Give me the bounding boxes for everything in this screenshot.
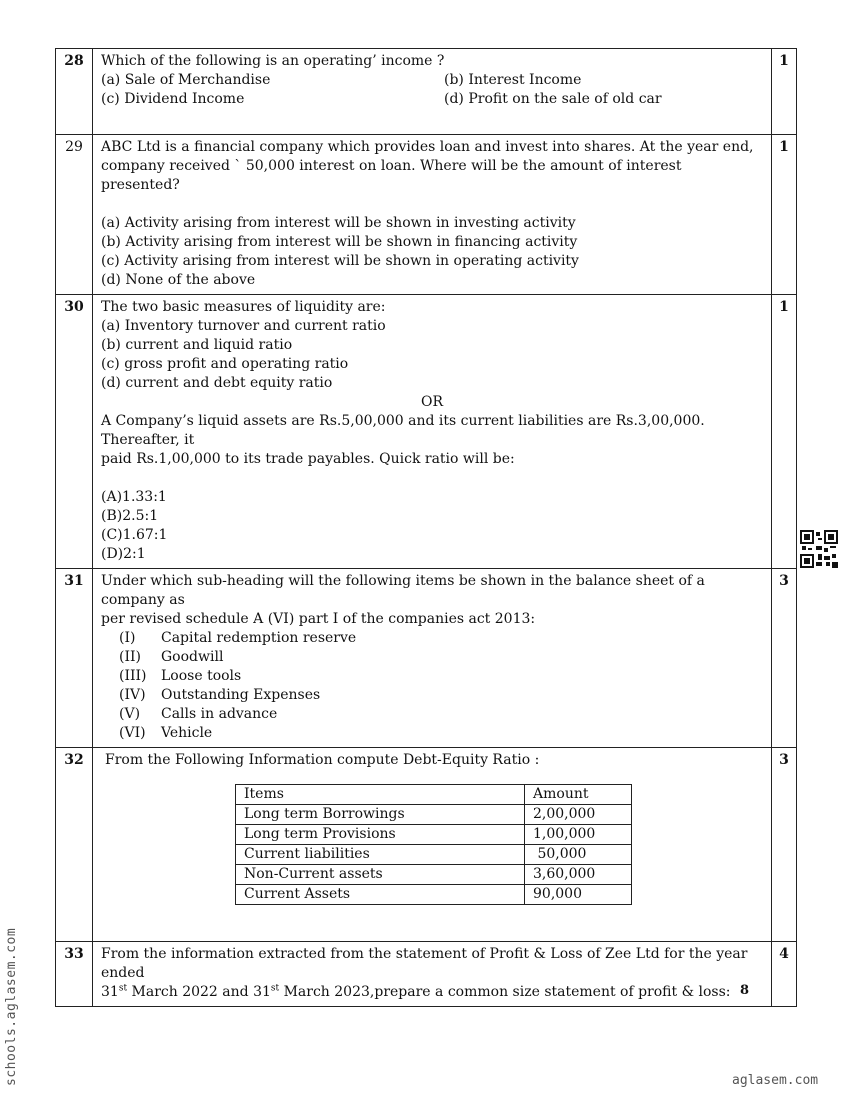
table-header-row bbox=[236, 785, 632, 805]
table-header: Amount bbox=[525, 785, 632, 805]
question-row-29 bbox=[56, 135, 797, 295]
table-row bbox=[236, 825, 632, 845]
question-body bbox=[93, 748, 772, 942]
side-watermark: schools.aglasem.com bbox=[4, 927, 19, 1086]
table-cell: 3,60,000 bbox=[525, 865, 632, 885]
question-text-line: 31st March 2022 and 31st March 2023,prepare a common size statement of profit & loss: bbox=[101, 983, 731, 1000]
marks: 1 bbox=[772, 295, 797, 569]
question-row-30 bbox=[56, 295, 797, 569]
list-item: (VI) Vehicle bbox=[119, 725, 213, 741]
question-number: 33 bbox=[56, 942, 93, 1007]
question-row-31 bbox=[56, 569, 797, 748]
table-cell: Long term Borrowings bbox=[236, 805, 525, 825]
option-d: (d) current and debt equity ratio bbox=[101, 375, 333, 391]
question-body bbox=[93, 49, 772, 135]
table-row bbox=[236, 865, 632, 885]
question-number: 28 bbox=[56, 49, 93, 135]
list-item: (III) Loose tools bbox=[119, 668, 242, 684]
table-row bbox=[236, 845, 632, 865]
option-c: (c) Dividend Income bbox=[101, 91, 245, 107]
question-body bbox=[93, 569, 772, 748]
question-text-line: Under which sub-heading will the following items be shown in the balance sheet of a company as bbox=[101, 573, 705, 608]
qr-code-icon bbox=[800, 530, 838, 568]
table-cell: Current Assets bbox=[236, 885, 525, 905]
question-text: Which of the following is an operating’ income ? bbox=[101, 53, 445, 69]
question-text-line: From the information extracted from the statement of Profit & Loss of Zee Ltd for the year ended bbox=[101, 946, 748, 981]
table-row bbox=[236, 805, 632, 825]
list-item: (II) Goodwill bbox=[119, 649, 224, 665]
table-header: Items bbox=[236, 785, 525, 805]
option-d: (d) Profit on the sale of old car bbox=[444, 91, 662, 107]
table-cell: 2,00,000 bbox=[525, 805, 632, 825]
question-row-32 bbox=[56, 748, 797, 942]
marks: 1 bbox=[772, 135, 797, 295]
table-cell: Non-Current assets bbox=[236, 865, 525, 885]
question-body bbox=[93, 295, 772, 569]
list-item: (I) Capital redemption reserve bbox=[119, 630, 357, 646]
alt-question-line: paid Rs.1,00,000 to its trade payables. Quick ratio will be: bbox=[101, 451, 515, 467]
marks: 4 bbox=[772, 942, 797, 1007]
question-text-line: company received ` 50,000 interest on loan. Where will be the amount of interest presented? bbox=[101, 158, 682, 193]
option-b: (b) Activity arising from interest will be shown in financing activity bbox=[101, 234, 578, 250]
page-number: 8 bbox=[740, 983, 750, 998]
table-cell: 1,00,000 bbox=[525, 825, 632, 845]
option-a: (a) Activity arising from interest will be shown in investing activity bbox=[101, 215, 576, 231]
marks: 1 bbox=[772, 49, 797, 135]
question-text: From the Following Information compute Debt-Equity Ratio : bbox=[105, 752, 540, 768]
question-row-33 bbox=[56, 942, 797, 1007]
question-text: The two basic measures of liquidity are: bbox=[101, 299, 386, 315]
option-c: (c) Activity arising from interest will be shown in operating activity bbox=[101, 253, 579, 269]
option-b: (b) Interest Income bbox=[444, 72, 582, 88]
options-row bbox=[101, 71, 763, 90]
list-item: (V) Calls in advance bbox=[119, 706, 278, 722]
question-table bbox=[55, 48, 797, 1007]
question-text-line: per revised schedule A (VI) part I of the companies act 2013: bbox=[101, 611, 536, 627]
list-item: (IV) Outstanding Expenses bbox=[119, 687, 321, 703]
alt-option-c: (C)1.67:1 bbox=[101, 527, 168, 543]
question-body bbox=[93, 135, 772, 295]
marks: 3 bbox=[772, 569, 797, 748]
footer-watermark: aglasem.com bbox=[732, 1073, 819, 1088]
table-cell: Long term Provisions bbox=[236, 825, 525, 845]
option-d: (d) None of the above bbox=[101, 272, 256, 288]
option-b: (b) current and liquid ratio bbox=[101, 337, 293, 353]
alt-option-d: (D)2:1 bbox=[101, 546, 146, 562]
option-a: (a) Sale of Merchandise bbox=[101, 72, 271, 88]
options-row bbox=[101, 90, 763, 109]
table-cell: Current liabilities bbox=[236, 845, 525, 865]
alt-option-a: (A)1.33:1 bbox=[101, 489, 167, 505]
table-cell: 50,000 bbox=[525, 845, 632, 865]
option-a: (a) Inventory turnover and current ratio bbox=[101, 318, 386, 334]
question-text-line: ABC Ltd is a financial company which provides loan and invest into shares. At the year end, bbox=[101, 139, 754, 155]
question-row-28 bbox=[56, 49, 797, 135]
question-number: 29 bbox=[56, 135, 93, 295]
data-table bbox=[235, 784, 632, 905]
question-number: 31 bbox=[56, 569, 93, 748]
question-number: 30 bbox=[56, 295, 93, 569]
option-c: (c) gross profit and operating ratio bbox=[101, 356, 349, 372]
or-label: OR bbox=[420, 394, 444, 410]
alt-question-line: A Company’s liquid assets are Rs.5,00,000 and its current liabilities are Rs.3,00,000. Thereafter, it bbox=[101, 413, 705, 448]
marks: 3 bbox=[772, 748, 797, 942]
question-body bbox=[93, 942, 772, 1007]
table-cell: 90,000 bbox=[525, 885, 632, 905]
table-row bbox=[236, 885, 632, 905]
question-number: 32 bbox=[56, 748, 93, 942]
alt-option-b: (B)2.5:1 bbox=[101, 508, 159, 524]
